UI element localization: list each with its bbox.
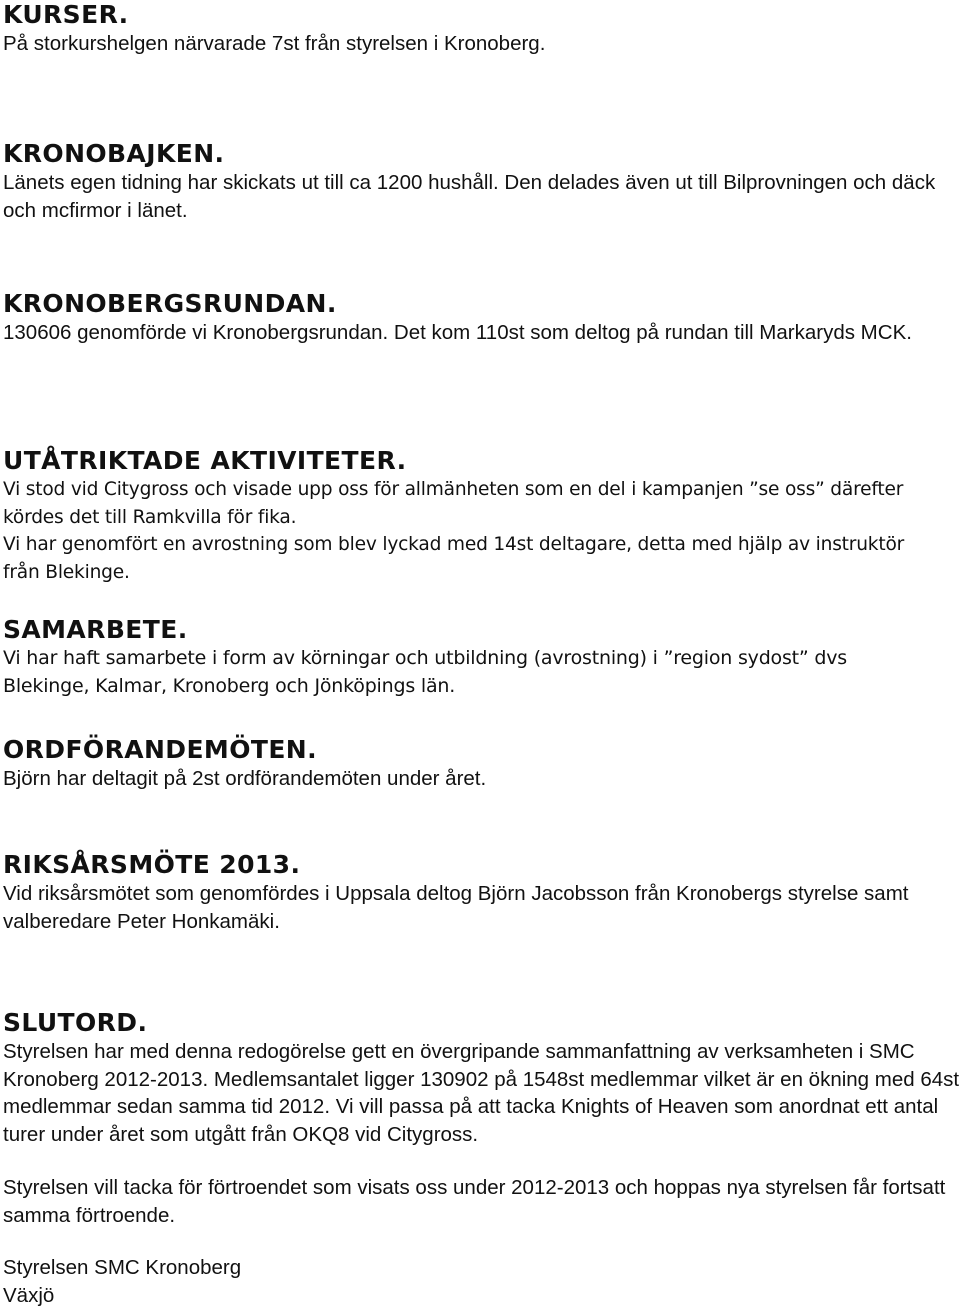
section-paragraph: Björn har deltagit på 2st ordförandemöten under året. xyxy=(3,765,958,793)
section-samarbete xyxy=(3,615,958,700)
signature-place: Växjö xyxy=(3,1282,958,1309)
signature-name: Styrelsen SMC Kronoberg xyxy=(3,1254,958,1282)
section-paragraph: Vid riksårsmötet som genomfördes i Uppsala deltog Björn Jacobsson från Kronobergs styrelse samt valberedare Peter Honkamäki. xyxy=(3,880,953,935)
section-paragraph: Vi har genomfört en avrostning som blev lyckad med 14st deltagare, detta med hjälp av instruktör från Blekinge. xyxy=(3,531,913,586)
section-riksarsmote xyxy=(3,850,958,935)
section-heading: KURSER. xyxy=(3,0,958,30)
section-heading: ORDFÖRANDEMÖTEN. xyxy=(3,735,958,765)
signature-block xyxy=(3,1254,958,1309)
section-paragraph: På storkurshelgen närvarade 7st från styrelsen i Kronoberg. xyxy=(3,30,958,58)
section-slutord xyxy=(3,1008,958,1229)
section-heading: KRONOBAJKEN. xyxy=(3,139,958,169)
section-heading: SLUTORD. xyxy=(3,1008,958,1038)
section-heading: UTÅTRIKTADE AKTIVITETER. xyxy=(3,446,958,476)
section-kronobergsrundan xyxy=(3,289,958,347)
section-kurser xyxy=(3,0,958,58)
section-heading: SAMARBETE. xyxy=(3,615,958,645)
section-paragraph: Länets egen tidning har skickats ut till ca 1200 hushåll. Den delades även ut till Bilprovningen och däck och mcfirmor i länet. xyxy=(3,169,958,224)
section-paragraph: Vi har haft samarbete i form av körningar och utbildning (avrostning) i ”region sydost” dvs Blekinge, Kalmar, Kronoberg och Jönköpings län. xyxy=(3,645,913,700)
section-utatriktade-aktiviteter xyxy=(3,446,958,586)
section-heading: KRONOBERGSRUNDAN. xyxy=(3,289,958,319)
section-ordforandemoten xyxy=(3,735,958,793)
section-paragraph: Styrelsen har med denna redogörelse gett en övergripande sammanfattning av verksamheten i SMC Kronoberg 2012-2013. Medlemsantalet ligger 130902 på 1548st medlemmar vilket är en ökning med 64st medlemmar sedan samma tid 2012. Vi vill passa på att tacka Knights of Heaven som anordnat ett antal turer under året som utgått från OKQ8 vid Citygross. xyxy=(3,1038,960,1148)
section-heading: RIKSÅRSMÖTE 2013. xyxy=(3,850,958,880)
section-kronobajken xyxy=(3,139,958,224)
section-paragraph: Vi stod vid Citygross och visade upp oss för allmänheten som en del i kampanjen ”se oss” därefter kördes det till Ramkvilla för fika. xyxy=(3,476,913,531)
section-paragraph: Styrelsen vill tacka för förtroendet som visats oss under 2012-2013 och hoppas nya styrelsen får fortsatt samma förtroende. xyxy=(3,1174,948,1229)
section-paragraph: 130606 genomförde vi Kronobergsrundan. Det kom 110st som deltog på rundan till Markaryds MCK. xyxy=(3,319,960,347)
